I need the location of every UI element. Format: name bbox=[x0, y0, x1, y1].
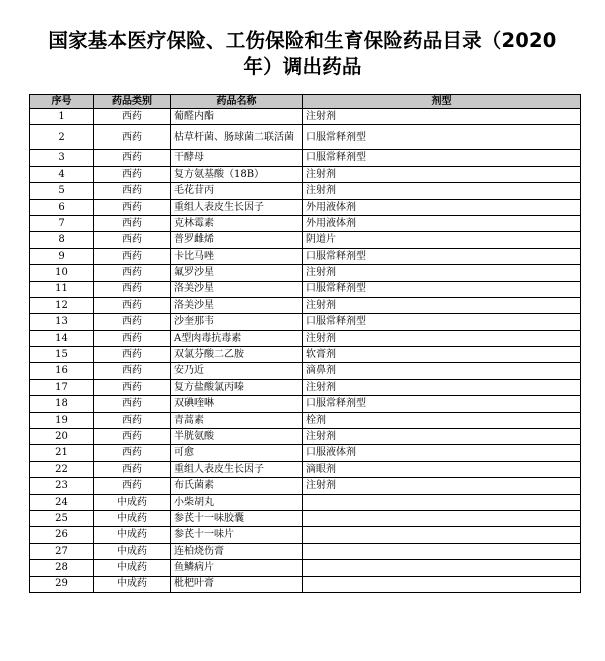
cell-category: 西药 bbox=[94, 330, 171, 346]
cell-drug-name: 枯草杆菌、肠球菌二联活菌 bbox=[171, 125, 303, 150]
cell-drug-name: 青蒿素 bbox=[171, 412, 303, 428]
cell-drug-name: 半胱氨酸 bbox=[171, 429, 303, 445]
cell-drug-name: A型肉毒抗毒素 bbox=[171, 330, 303, 346]
cell-number: 17 bbox=[30, 379, 94, 395]
cell-category: 中成药 bbox=[94, 543, 171, 559]
cell-drug-name: 葡醛内酯 bbox=[171, 109, 303, 125]
cell-category: 西药 bbox=[94, 232, 171, 248]
cell-category: 西药 bbox=[94, 166, 171, 182]
table-row bbox=[30, 510, 581, 526]
cell-drug-name: 卡比马唑 bbox=[171, 248, 303, 264]
table-row bbox=[30, 314, 581, 330]
cell-dosage-form: 注射剂 bbox=[303, 478, 581, 494]
cell-dosage-form: 口服常释剂型 bbox=[303, 248, 581, 264]
cell-drug-name: 洛美沙星 bbox=[171, 281, 303, 297]
cell-category: 西药 bbox=[94, 445, 171, 461]
cell-number: 18 bbox=[30, 396, 94, 412]
cell-number: 4 bbox=[30, 166, 94, 182]
cell-number: 19 bbox=[30, 412, 94, 428]
cell-dosage-form: 注射剂 bbox=[303, 429, 581, 445]
cell-dosage-form: 注射剂 bbox=[303, 379, 581, 395]
cell-category: 西药 bbox=[94, 265, 171, 281]
cell-number: 25 bbox=[30, 510, 94, 526]
cell-drug-name: 普罗雌烯 bbox=[171, 232, 303, 248]
cell-drug-name: 复方氨基酸（18B） bbox=[171, 166, 303, 182]
cell-drug-name: 干酵母 bbox=[171, 150, 303, 166]
table-row bbox=[30, 560, 581, 576]
cell-number: 2 bbox=[30, 125, 94, 150]
cell-category: 西药 bbox=[94, 314, 171, 330]
cell-drug-name: 连柏烧伤膏 bbox=[171, 543, 303, 559]
cell-drug-name: 氟罗沙星 bbox=[171, 265, 303, 281]
cell-number: 13 bbox=[30, 314, 94, 330]
cell-drug-name: 沙奎那韦 bbox=[171, 314, 303, 330]
cell-dosage-form bbox=[303, 527, 581, 543]
cell-category: 西药 bbox=[94, 412, 171, 428]
cell-category: 西药 bbox=[94, 183, 171, 199]
cell-category: 西药 bbox=[94, 363, 171, 379]
table-row bbox=[30, 125, 581, 150]
cell-dosage-form: 注射剂 bbox=[303, 330, 581, 346]
cell-category: 西药 bbox=[94, 281, 171, 297]
table-row bbox=[30, 265, 581, 281]
cell-dosage-form: 滴鼻剂 bbox=[303, 363, 581, 379]
cell-dosage-form: 口服常释剂型 bbox=[303, 314, 581, 330]
header-number: 序号 bbox=[30, 95, 94, 109]
cell-category: 中成药 bbox=[94, 527, 171, 543]
cell-drug-name: 小柴胡丸 bbox=[171, 494, 303, 510]
cell-category: 西药 bbox=[94, 429, 171, 445]
table-row bbox=[30, 576, 581, 592]
cell-number: 20 bbox=[30, 429, 94, 445]
table-row bbox=[30, 215, 581, 231]
table-row bbox=[30, 150, 581, 166]
cell-number: 15 bbox=[30, 347, 94, 363]
cell-dosage-form: 口服常释剂型 bbox=[303, 396, 581, 412]
cell-category: 西药 bbox=[94, 297, 171, 313]
cell-number: 6 bbox=[30, 199, 94, 215]
table-row bbox=[30, 396, 581, 412]
cell-dosage-form: 阴道片 bbox=[303, 232, 581, 248]
cell-category: 中成药 bbox=[94, 510, 171, 526]
table-row bbox=[30, 109, 581, 125]
cell-drug-name: 毛花苷丙 bbox=[171, 183, 303, 199]
cell-dosage-form: 软膏剂 bbox=[303, 347, 581, 363]
table-row bbox=[30, 232, 581, 248]
cell-dosage-form: 注射剂 bbox=[303, 265, 581, 281]
cell-drug-name: 参芪十一味片 bbox=[171, 527, 303, 543]
cell-category: 西药 bbox=[94, 396, 171, 412]
cell-dosage-form bbox=[303, 510, 581, 526]
cell-drug-name: 重组人表皮生长因子 bbox=[171, 461, 303, 477]
cell-drug-name: 安乃近 bbox=[171, 363, 303, 379]
cell-number: 16 bbox=[30, 363, 94, 379]
cell-number: 3 bbox=[30, 150, 94, 166]
cell-dosage-form bbox=[303, 576, 581, 592]
table-row bbox=[30, 281, 581, 297]
cell-number: 23 bbox=[30, 478, 94, 494]
cell-category: 西药 bbox=[94, 215, 171, 231]
cell-drug-name: 可愈 bbox=[171, 445, 303, 461]
table-row bbox=[30, 461, 581, 477]
header-drug-name: 药品名称 bbox=[171, 95, 303, 109]
table-body bbox=[30, 109, 581, 593]
drug-table bbox=[29, 94, 581, 593]
cell-drug-name: 布氏菌素 bbox=[171, 478, 303, 494]
table-row bbox=[30, 183, 581, 199]
table-row bbox=[30, 478, 581, 494]
cell-drug-name: 双碘喹啉 bbox=[171, 396, 303, 412]
cell-category: 中成药 bbox=[94, 560, 171, 576]
table-row bbox=[30, 166, 581, 182]
table-row bbox=[30, 379, 581, 395]
cell-dosage-form: 口服常释剂型 bbox=[303, 125, 581, 150]
cell-category: 西药 bbox=[94, 461, 171, 477]
table-row bbox=[30, 347, 581, 363]
cell-dosage-form: 注射剂 bbox=[303, 183, 581, 199]
cell-dosage-form: 注射剂 bbox=[303, 166, 581, 182]
cell-drug-name: 参芪十一味胶囊 bbox=[171, 510, 303, 526]
cell-category: 西药 bbox=[94, 199, 171, 215]
table-row bbox=[30, 543, 581, 559]
cell-number: 27 bbox=[30, 543, 94, 559]
table-row bbox=[30, 445, 581, 461]
cell-number: 11 bbox=[30, 281, 94, 297]
cell-number: 24 bbox=[30, 494, 94, 510]
cell-dosage-form: 栓剂 bbox=[303, 412, 581, 428]
cell-number: 1 bbox=[30, 109, 94, 125]
table-row bbox=[30, 412, 581, 428]
cell-category: 西药 bbox=[94, 478, 171, 494]
cell-dosage-form: 口服液体剂 bbox=[303, 445, 581, 461]
table-row bbox=[30, 363, 581, 379]
cell-dosage-form: 口服常释剂型 bbox=[303, 281, 581, 297]
cell-dosage-form: 滴眼剂 bbox=[303, 461, 581, 477]
cell-category: 西药 bbox=[94, 248, 171, 264]
header-category: 药品类别 bbox=[94, 95, 171, 109]
cell-number: 9 bbox=[30, 248, 94, 264]
cell-category: 西药 bbox=[94, 125, 171, 150]
cell-category: 西药 bbox=[94, 379, 171, 395]
cell-category: 西药 bbox=[94, 150, 171, 166]
table-row bbox=[30, 297, 581, 313]
cell-drug-name: 鱼鳞病片 bbox=[171, 560, 303, 576]
cell-dosage-form: 注射剂 bbox=[303, 297, 581, 313]
cell-drug-name: 枇杷叶膏 bbox=[171, 576, 303, 592]
table-header-row bbox=[30, 95, 581, 109]
cell-drug-name: 复方盐酸氯丙嗪 bbox=[171, 379, 303, 395]
cell-number: 21 bbox=[30, 445, 94, 461]
cell-number: 8 bbox=[30, 232, 94, 248]
cell-number: 14 bbox=[30, 330, 94, 346]
table-row bbox=[30, 330, 581, 346]
header-dosage-form: 剂型 bbox=[303, 95, 581, 109]
cell-dosage-form: 外用液体剂 bbox=[303, 199, 581, 215]
table-row bbox=[30, 199, 581, 215]
cell-number: 26 bbox=[30, 527, 94, 543]
cell-number: 29 bbox=[30, 576, 94, 592]
cell-dosage-form: 口服常释剂型 bbox=[303, 150, 581, 166]
cell-number: 12 bbox=[30, 297, 94, 313]
cell-number: 22 bbox=[30, 461, 94, 477]
table-row bbox=[30, 429, 581, 445]
cell-drug-name: 重组人表皮生长因子 bbox=[171, 199, 303, 215]
cell-category: 中成药 bbox=[94, 494, 171, 510]
cell-number: 28 bbox=[30, 560, 94, 576]
cell-number: 10 bbox=[30, 265, 94, 281]
cell-number: 5 bbox=[30, 183, 94, 199]
cell-category: 西药 bbox=[94, 109, 171, 125]
cell-drug-name: 双氯芬酸二乙胺 bbox=[171, 347, 303, 363]
table-row bbox=[30, 527, 581, 543]
cell-drug-name: 洛美沙星 bbox=[171, 297, 303, 313]
table-row bbox=[30, 494, 581, 510]
cell-drug-name: 克林霉素 bbox=[171, 215, 303, 231]
cell-dosage-form bbox=[303, 543, 581, 559]
table-row bbox=[30, 248, 581, 264]
cell-category: 西药 bbox=[94, 347, 171, 363]
cell-dosage-form bbox=[303, 560, 581, 576]
document-title: 国家基本医疗保险、工伤保险和生育保险药品目录（2020年）调出药品 bbox=[48, 29, 557, 78]
cell-dosage-form: 外用液体剂 bbox=[303, 215, 581, 231]
cell-number: 7 bbox=[30, 215, 94, 231]
cell-category: 中成药 bbox=[94, 576, 171, 592]
cell-dosage-form bbox=[303, 494, 581, 510]
cell-dosage-form: 注射剂 bbox=[303, 109, 581, 125]
